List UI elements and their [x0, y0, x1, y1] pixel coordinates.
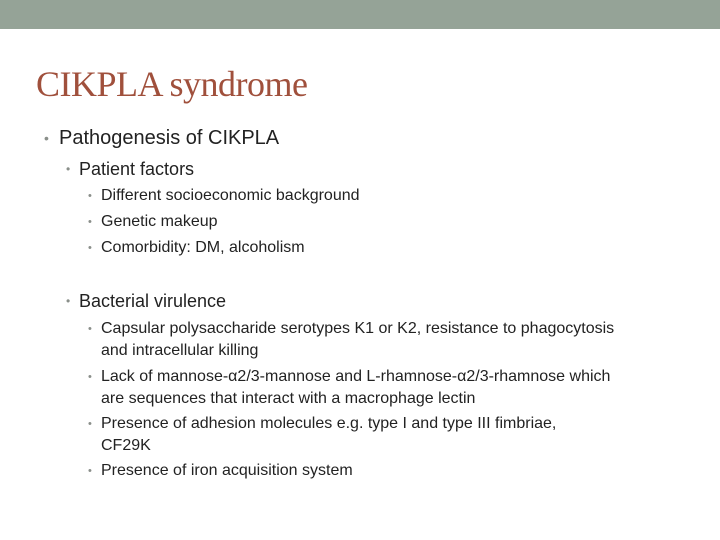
- bullet-dot-icon: •: [44, 130, 49, 146]
- bullet-text: Patient factors: [79, 159, 195, 179]
- bullet-dot-icon: •: [88, 371, 92, 383]
- bullet-dot-icon: •: [88, 323, 92, 335]
- bullet-text-line2: CF29K: [101, 437, 151, 454]
- bullet-text: Pathogenesis of CIKPLA: [59, 127, 280, 149]
- bullet-dot-icon: •: [66, 294, 71, 308]
- bullet-dot-icon: •: [88, 465, 92, 477]
- bullet-text: Bacterial virulence: [79, 291, 227, 311]
- bullet-dot-icon: •: [88, 418, 92, 430]
- bullet-dot-icon: •: [88, 216, 92, 228]
- bullet-text-line1: Lack of mannose-α2/3-mannose and L-rhamnose-α2/3-rhamnose which: [101, 368, 611, 385]
- bullet-dot-icon: •: [66, 162, 71, 176]
- slide-title: CIKPLA syndrome: [36, 64, 308, 104]
- bullet-text: Genetic makeup: [101, 213, 218, 230]
- bullet-text-line2: and intracellular killing: [101, 342, 259, 359]
- bullet-text: Comorbidity: DM, alcoholism: [101, 239, 305, 256]
- bullet-dot-icon: •: [88, 190, 92, 202]
- bullet-text-line2: are sequences that interact with a macrophage lectin: [101, 390, 476, 407]
- bullet-text-line1: Presence of adhesion molecules e.g. type I and type III fimbriae,: [101, 415, 557, 432]
- bullet-text: Different socioeconomic background: [101, 187, 360, 204]
- bullet-text-line1: Presence of iron acquisition system: [101, 462, 353, 479]
- bullet-text-line1: Capsular polysaccharide serotypes K1 or K2, resistance to phagocytosis: [101, 320, 615, 337]
- bullet-dot-icon: •: [88, 242, 92, 254]
